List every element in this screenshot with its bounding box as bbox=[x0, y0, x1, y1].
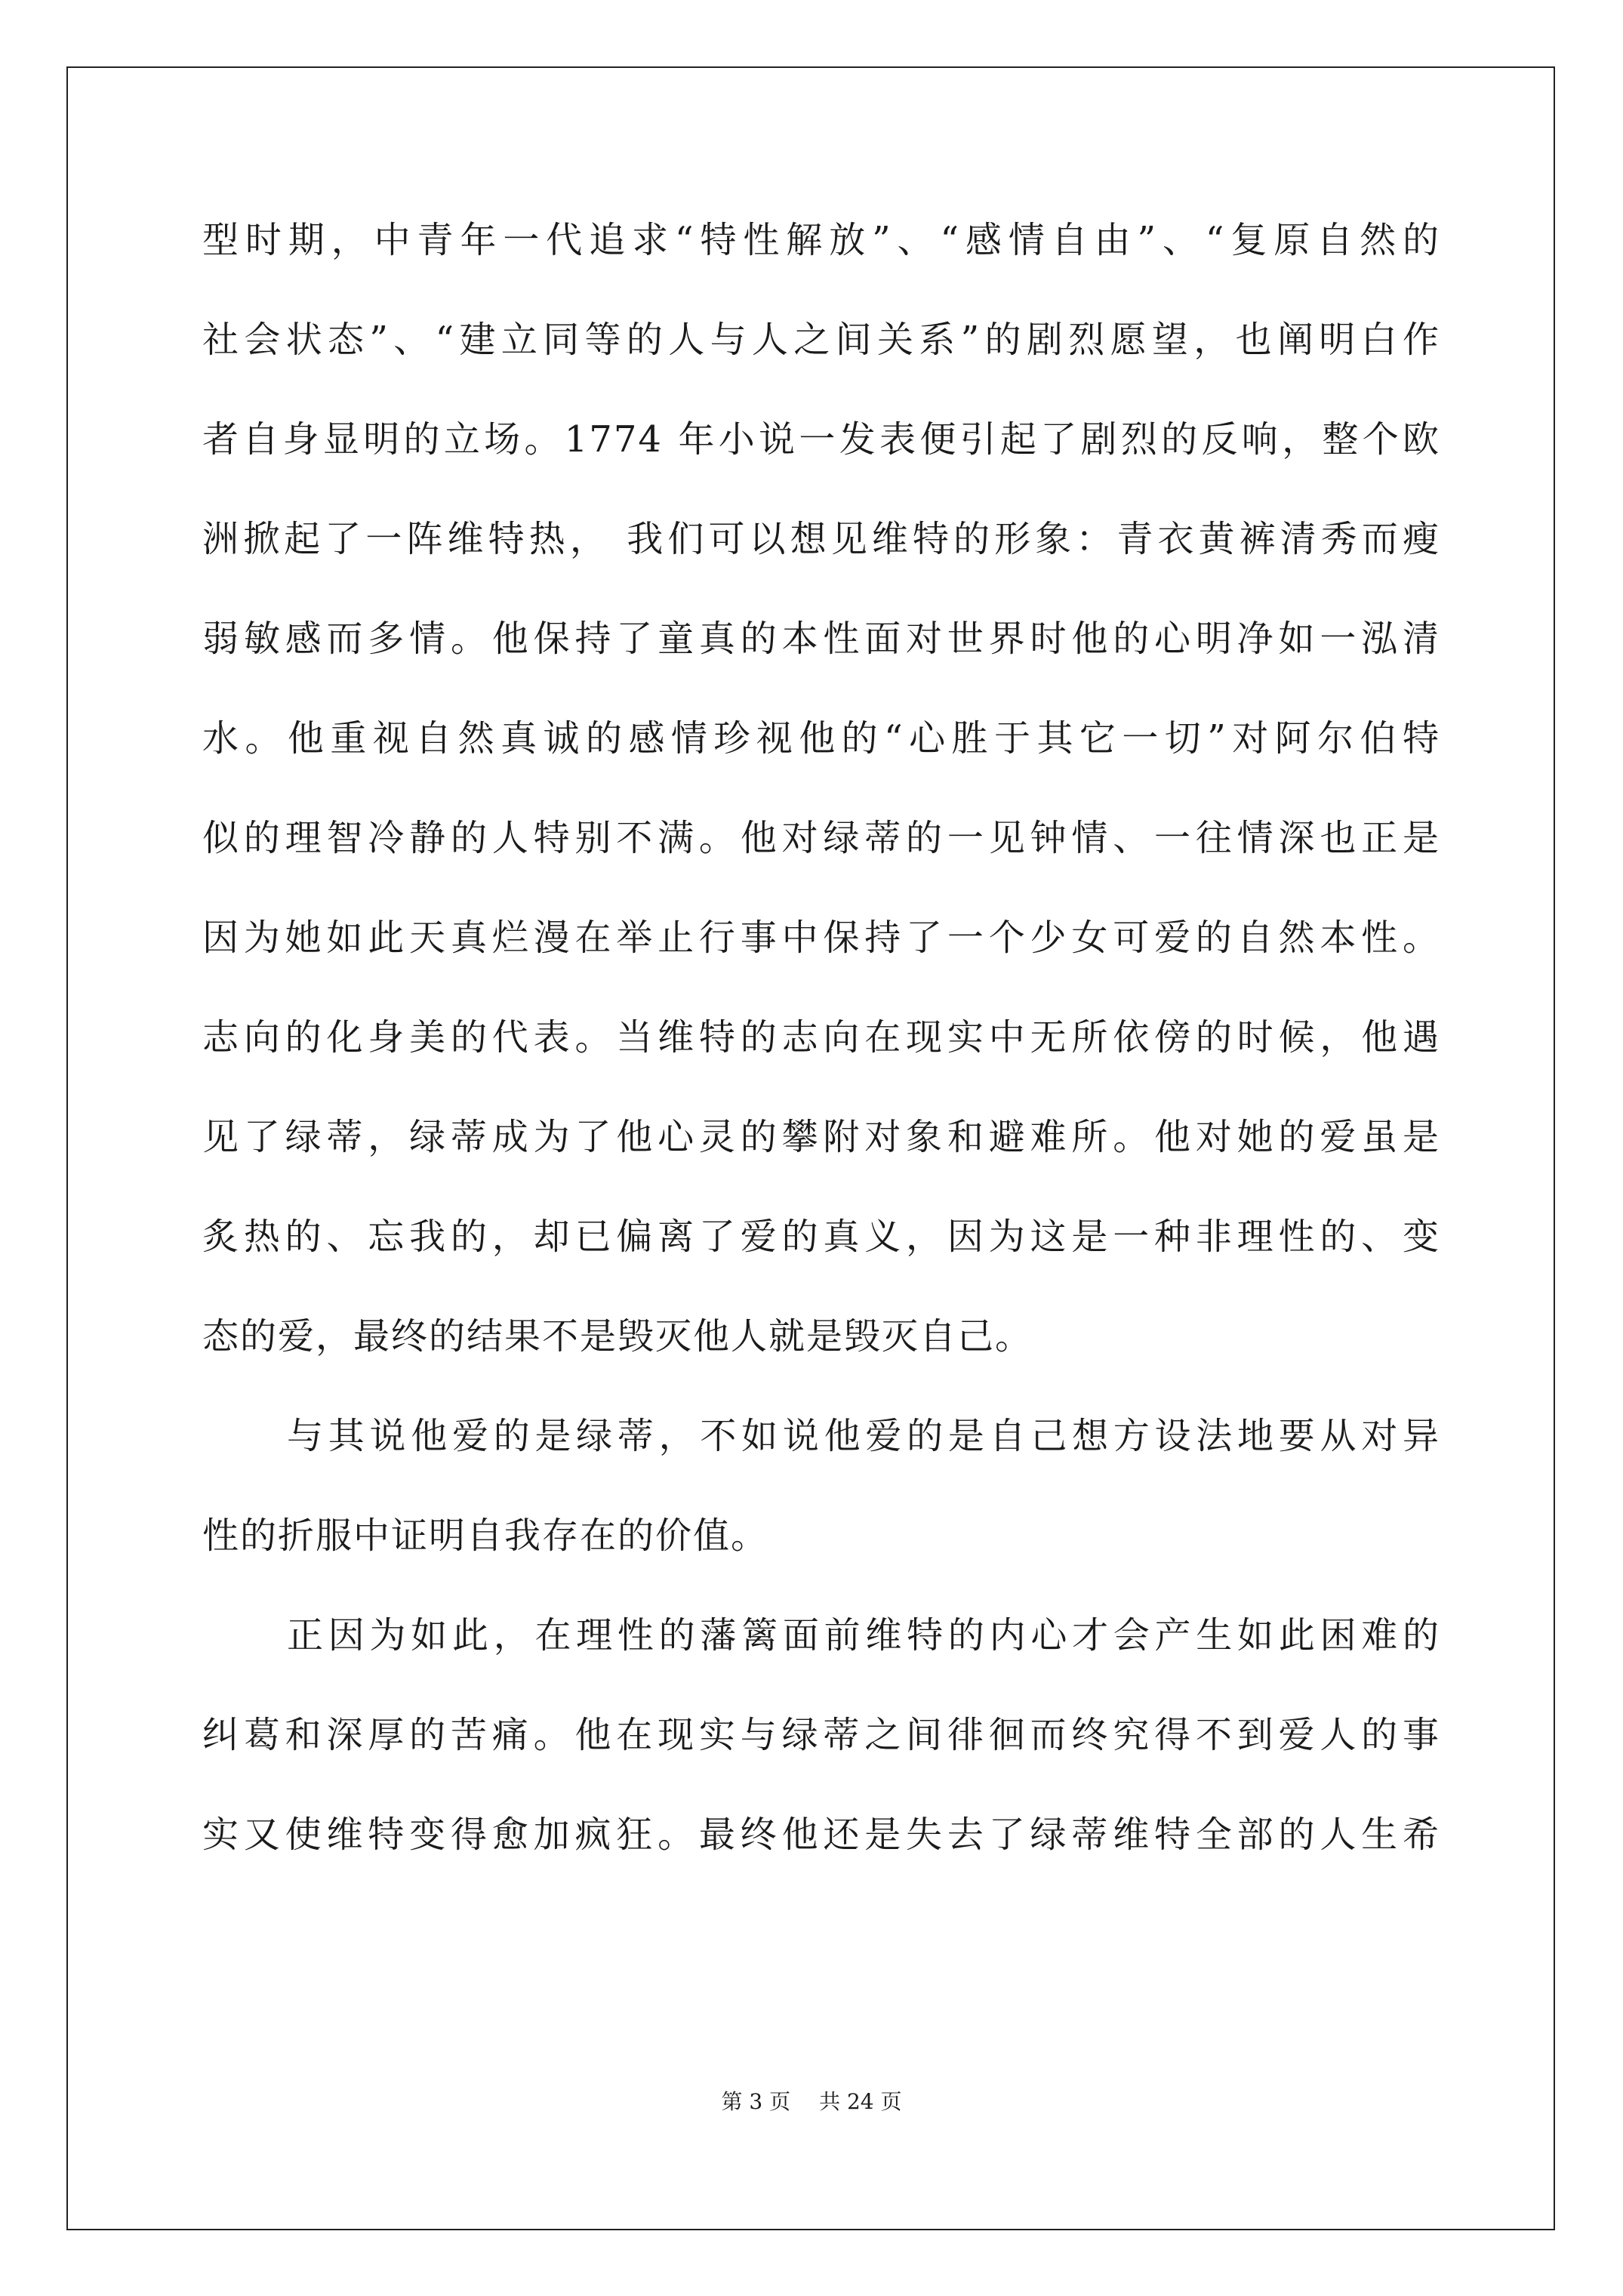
text-line: 弱敏感而多情。他保持了童真的本性面对世界时他的心明净如一泓清 bbox=[202, 618, 1440, 660]
text-line: 见了绿蒂，绿蒂成为了他心灵的攀附对象和避难所。他对她的爱虽是 bbox=[202, 1116, 1440, 1158]
text-line: 社会状态”、“建立同等的人与人之间关系”的剧烈愿望，也阐明白作 bbox=[202, 319, 1440, 361]
page-total: 共 24 页 bbox=[819, 2089, 902, 2114]
text-line: 性的折服中证明自我存在的价值。 bbox=[202, 1515, 769, 1557]
text-line: 正因为如此，在理性的藩篱面前维特的内心才会产生如此困难的 bbox=[287, 1614, 1440, 1657]
text-line: 志向的化身美的代表。当维特的志向在现实中无所依傍的时候，他遇 bbox=[202, 1016, 1440, 1059]
page-footer bbox=[0, 2087, 1623, 2117]
page-number: 第 3 页 bbox=[721, 2089, 791, 2114]
text-line: 者自身显明的立场。1774 年小说一发表便引起了剧烈的反响，整个欧 bbox=[202, 418, 1440, 461]
text-line: 型时期，中青年一代追求“特性解放”、“感情自由”、“复原自然的 bbox=[202, 219, 1440, 261]
text-line: 与其说他爱的是绿蒂，不如说他爱的是自己想方设法地要从对异 bbox=[287, 1415, 1440, 1457]
text-line: 纠葛和深厚的苦痛。他在现实与绿蒂之间徘徊而终究得不到爱人的事 bbox=[202, 1714, 1440, 1756]
document-body bbox=[202, 190, 1440, 1885]
text-line: 水。他重视自然真诚的感情珍视他的“心胜于其它一切”对阿尔伯特 bbox=[202, 717, 1440, 760]
text-line: 态的爱，最终的结果不是毁灭他人就是毁灭自己。 bbox=[202, 1315, 1033, 1358]
text-line: 因为她如此天真烂漫在举止行事中保持了一个少女可爱的自然本性。 bbox=[202, 917, 1440, 959]
text-line: 洲掀起了一阵维特热， 我们可以想见维特的形象：青衣黄裤清秀而瘦 bbox=[202, 518, 1440, 560]
text-line: 实又使维特变得愈加疯狂。最终他还是失去了绿蒂维特全部的人生希 bbox=[202, 1814, 1440, 1856]
text-line: 似的理智冷静的人特别不满。他对绿蒂的一见钟情、一往情深也正是 bbox=[202, 817, 1440, 859]
text-line: 炙热的、忘我的，却已偏离了爱的真义，因为这是一种非理性的、变 bbox=[202, 1216, 1440, 1258]
